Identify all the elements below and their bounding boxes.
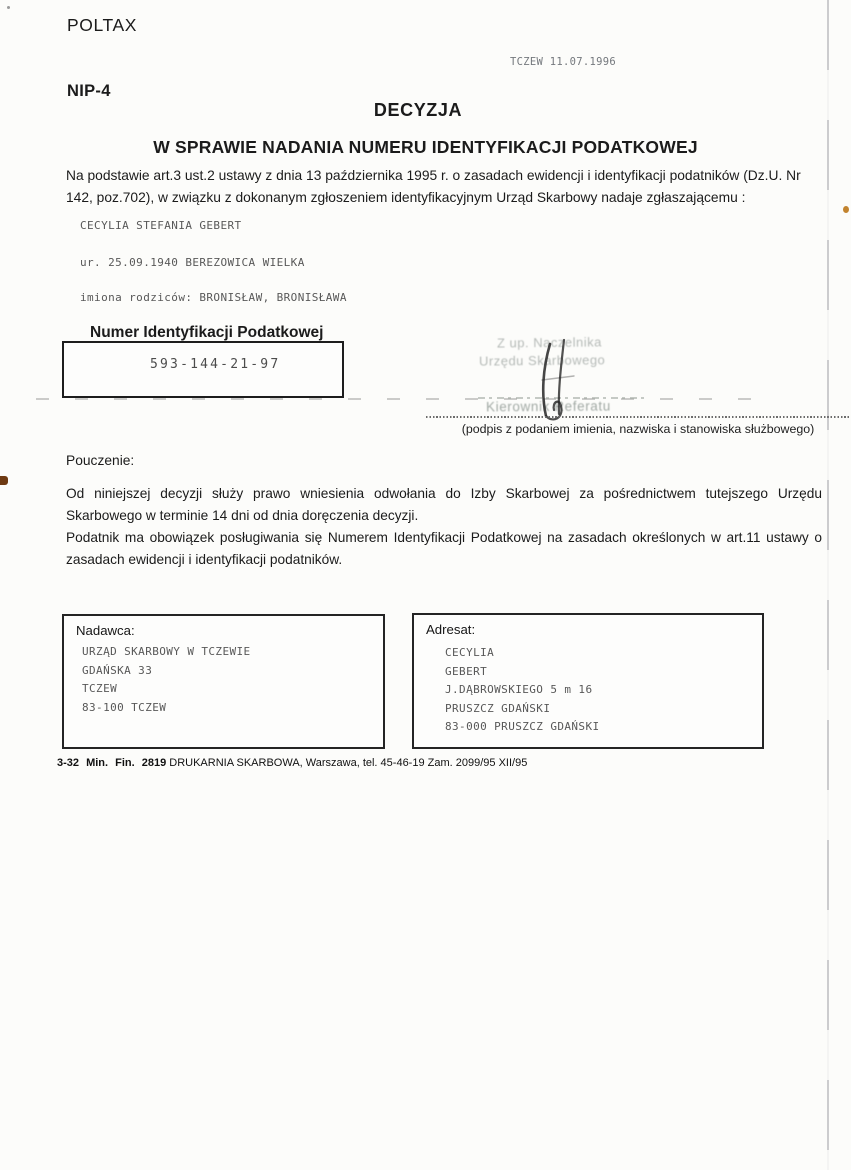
scan-artifact-left-mark (0, 476, 8, 485)
sender-address-line: GDAŃSKA 33 (82, 663, 153, 677)
sender-label: Nadawca: (76, 623, 135, 638)
addressee-address-line: PRUSZCZ GDAŃSKI (445, 701, 551, 715)
form-print-footer (57, 757, 527, 769)
signature-dotted-line (426, 416, 850, 418)
signature-caption: (podpis z podaniem imienia, nazwiska i stanowiska służbowego) (461, 422, 815, 436)
pouczenie-paragraph-2: Podatnik ma obowiązek posługiwania się Numerem Identyfikacji Podatkowej na zasadach określonych w art.11 ustawy o zasadach ewidencji i identyfikacji podatników. (66, 530, 822, 567)
nip-number-value: 593-144-21-97 (150, 357, 281, 372)
taxpayer-name: CECYLIA STEFANIA GEBERT (80, 219, 242, 232)
sender-address-line: TCZEW (82, 682, 118, 695)
stamp-authority-line1: Z up. Naczelnika (496, 334, 602, 351)
poltax-system-label: POLTAX (67, 15, 138, 35)
pouczenie-paragraph-1: Od niniejszej decyzji służy prawo wniesienia odwołania do Izby Skarbowej za pośrednictwem tutejszego Urzędu Skarbowego w terminie 14 dni od dnia doręczenia decyzji. (66, 486, 822, 523)
sender-box (62, 614, 385, 749)
form-code-nip4: NIP-4 (67, 82, 111, 100)
scan-artifact-vertical-line (827, 0, 829, 1170)
addressee-box (412, 613, 764, 749)
taxpayer-birth-info: ur. 25.09.1940 BEREZOWICA WIELKA (80, 256, 305, 269)
document-title: DECYZJA (373, 100, 463, 120)
document-subtitle: W SPRAWIE NADANIA NUMERU IDENTYFIKACJI PODATKOWEJ (153, 137, 698, 157)
scan-artifact-orange-dot (843, 206, 849, 213)
place-date-stamp: TCZEW 11.07.1996 (510, 56, 616, 68)
addressee-address-line: GEBERT (445, 664, 488, 678)
nip-number-box (62, 341, 344, 398)
legal-basis-paragraph: Na podstawie art.3 ust.2 ustawy z dnia 13 października 1995 r. o zasadach ewidencji i identyfikacji podatników (Dz.U. Nr 142, poz.702), w związku z dokonanym zgłoszeniem identyfikacyjnym Urząd Skarbowy nadaje zgłaszającemu : (66, 168, 801, 205)
sender-address-line: 83-100 TCZEW (82, 700, 167, 714)
addressee-address (445, 644, 600, 737)
addressee-label: Adresat: (426, 622, 476, 637)
sender-address-line: URZĄD SKARBOWY W TCZEWIE (82, 645, 251, 658)
handwritten-signature (528, 336, 592, 422)
scan-artifact-speck (7, 6, 10, 9)
scan-artifact-dashes (36, 398, 766, 400)
addressee-address-line: 83-000 PRUSZCZ GDAŃSKI (445, 720, 600, 733)
addressee-address-line: J.DĄBROWSKIEGO 5 m 16 (445, 683, 593, 696)
stamp-authority-line2: Urzędu Skarbowego (478, 352, 606, 369)
sender-address (82, 643, 251, 717)
nip-section-heading: Numer Identyfikacji Podatkowej (90, 324, 324, 341)
taxpayer-parents-names: imiona rodziców: BRONISŁAW, BRONISŁAWA (80, 291, 347, 304)
form-print-code: 3-32 Min. Fin. 2819 (57, 757, 167, 769)
print-house-info: DRUKARNIA SKARBOWA, Warszawa, tel. 45-46-19 Zam. 2099/95 XII/95 (169, 757, 528, 769)
addressee-address-line: CECYLIA (445, 646, 495, 659)
stamp-position-title: Kierownik Referatu (485, 398, 611, 415)
pouczenie-heading: Pouczenie: (66, 453, 135, 468)
